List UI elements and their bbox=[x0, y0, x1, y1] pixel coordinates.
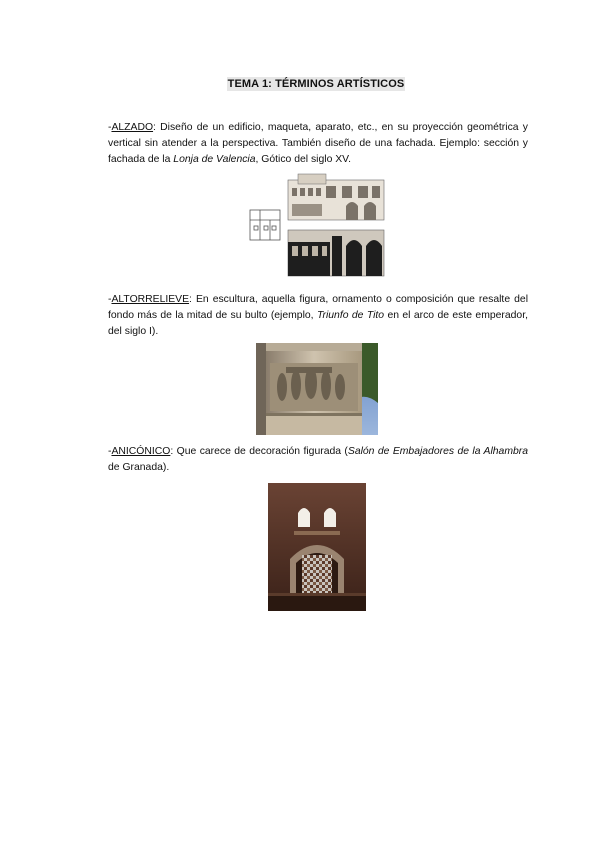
term-alzado: ALZADO bbox=[111, 122, 154, 133]
lonja-elevation-image bbox=[248, 172, 386, 280]
alhambra-interior-image bbox=[268, 483, 366, 611]
term-altorrelieve: ALTORRELIEVE bbox=[111, 294, 190, 305]
example-salon-embajadores: Salón de Embajadores de la Alhambra bbox=[347, 446, 528, 457]
page-title: TEMA 1: TÉRMINOS ARTÍSTICOS bbox=[227, 78, 405, 90]
entry-anicónico: -ANICÓNICO: Que carece de decoración figurada (Salón de Embajadores de la Alhambra de Granada). bbox=[108, 446, 528, 473]
entry-alzado: -ALZADO: Diseño de un edificio, maqueta, aparato, etc., en su proyección geométrica y vertical sin atender a la perspectiva. También diseño de una fachada. Ejemplo: sección y fachada de la Lonja de Valencia, Gótico del siglo XV. bbox=[108, 122, 528, 165]
tito-relief-image bbox=[256, 343, 378, 435]
example-triunfo-tito: Triunfo de Tito bbox=[316, 310, 385, 321]
example-lonja: Lonja de Valencia bbox=[173, 154, 256, 165]
entry-altorrelieve: -ALTORRELIEVE: En escultura, aquella figura, ornamento o composición que resalte del fondo más de la mitad de su bulto (ejemplo, Triunfo de Tito en el arco de este emperador, del siglo I). bbox=[108, 294, 528, 337]
term-aniconico: ANICÓNICO bbox=[111, 446, 171, 457]
